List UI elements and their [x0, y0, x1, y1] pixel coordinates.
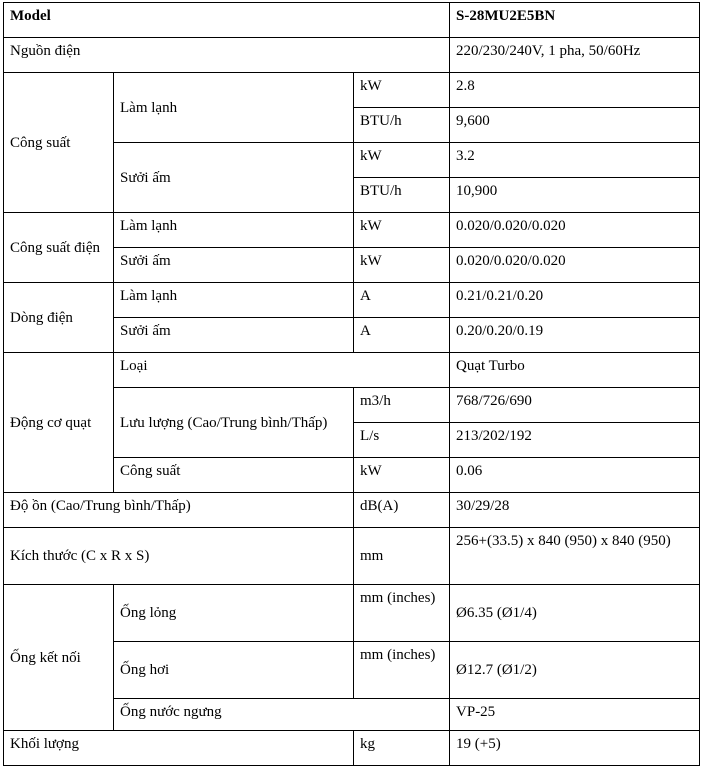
model-label: Model: [4, 3, 450, 38]
row-model: [4, 3, 700, 38]
fan-airflow-ls-unit: L/s: [354, 423, 450, 458]
fan-output-label: Công suất: [114, 458, 354, 493]
power-input-heating-value: 0.020/0.020/0.020: [450, 248, 700, 283]
fan-airflow-ls-value: 213/202/192: [450, 423, 700, 458]
power-input-heating-label: Sưởi ấm: [114, 248, 354, 283]
row-noise: [4, 493, 700, 528]
fan-airflow-m3h-unit: m3/h: [354, 388, 450, 423]
fan-type-label: Loại: [114, 353, 450, 388]
piping-drain-value: VP-25: [450, 699, 700, 731]
model-value: S-28MU2E5BN: [450, 3, 700, 38]
piping-gas-value: Ø12.7 (Ø1/2): [450, 642, 700, 699]
current-heating-unit: A: [354, 318, 450, 353]
capacity-cooling-kw-unit: kW: [354, 73, 450, 108]
fan-output-value: 0.06: [450, 458, 700, 493]
power-input-cooling-label: Làm lạnh: [114, 213, 354, 248]
noise-label: Độ ồn (Cao/Trung bình/Thấp): [4, 493, 354, 528]
row-current-cooling: [4, 283, 700, 318]
current-heating-label: Sưởi ấm: [114, 318, 354, 353]
fan-airflow-label: Lưu lượng (Cao/Trung bình/Thấp): [114, 388, 354, 458]
power-supply-label: Nguồn điện: [4, 38, 450, 73]
current-cooling-unit: A: [354, 283, 450, 318]
piping-label: Ống kết nối: [4, 585, 114, 731]
fan-airflow-m3h-value: 768/726/690: [450, 388, 700, 423]
capacity-heating-kw-value: 3.2: [450, 143, 700, 178]
piping-gas-label: Ống hơi: [114, 642, 354, 699]
current-cooling-value: 0.21/0.21/0.20: [450, 283, 700, 318]
weight-value: 19 (+5): [450, 731, 700, 766]
current-cooling-label: Làm lạnh: [114, 283, 354, 318]
piping-gas-unit: mm (inches): [354, 642, 450, 699]
dimensions-label: Kích thước (C x R x S): [4, 528, 354, 585]
capacity-heating-btu-value: 10,900: [450, 178, 700, 213]
row-dimensions: [4, 528, 700, 585]
power-input-cooling-unit: kW: [354, 213, 450, 248]
row-capacity-cooling-kw: [4, 73, 700, 108]
row-power-input-cooling: [4, 213, 700, 248]
current-heating-value: 0.20/0.20/0.19: [450, 318, 700, 353]
piping-liquid-label: Ống lỏng: [114, 585, 354, 642]
fan-type-value: Quạt Turbo: [450, 353, 700, 388]
capacity-label: Công suất: [4, 73, 114, 213]
noise-unit: dB(A): [354, 493, 450, 528]
fan-output-unit: kW: [354, 458, 450, 493]
capacity-heating-btu-unit: BTU/h: [354, 178, 450, 213]
fan-motor-label: Động cơ quạt: [4, 353, 114, 493]
capacity-cooling-label: Làm lạnh: [114, 73, 354, 143]
power-input-heating-unit: kW: [354, 248, 450, 283]
piping-liquid-unit: mm (inches): [354, 585, 450, 642]
capacity-cooling-btu-unit: BTU/h: [354, 108, 450, 143]
row-piping-liquid: [4, 585, 700, 642]
power-supply-value: 220/230/240V, 1 pha, 50/60Hz: [450, 38, 700, 73]
row-power-supply: [4, 38, 700, 73]
dimensions-value: 256+(33.5) x 840 (950) x 840 (950): [450, 528, 700, 585]
spec-table: [3, 2, 700, 766]
weight-label: Khối lượng: [4, 731, 354, 766]
power-input-label: Công suất điện: [4, 213, 114, 283]
current-label: Dòng điện: [4, 283, 114, 353]
capacity-cooling-btu-value: 9,600: [450, 108, 700, 143]
weight-unit: kg: [354, 731, 450, 766]
dimensions-unit: mm: [354, 528, 450, 585]
row-fan-type: [4, 353, 700, 388]
noise-value: 30/29/28: [450, 493, 700, 528]
piping-liquid-value: Ø6.35 (Ø1/4): [450, 585, 700, 642]
power-input-cooling-value: 0.020/0.020/0.020: [450, 213, 700, 248]
capacity-cooling-kw-value: 2.8: [450, 73, 700, 108]
row-weight: [4, 731, 700, 766]
capacity-heating-kw-unit: kW: [354, 143, 450, 178]
capacity-heating-label: Sưởi ấm: [114, 143, 354, 213]
piping-drain-label: Ống nước ngưng: [114, 699, 450, 731]
